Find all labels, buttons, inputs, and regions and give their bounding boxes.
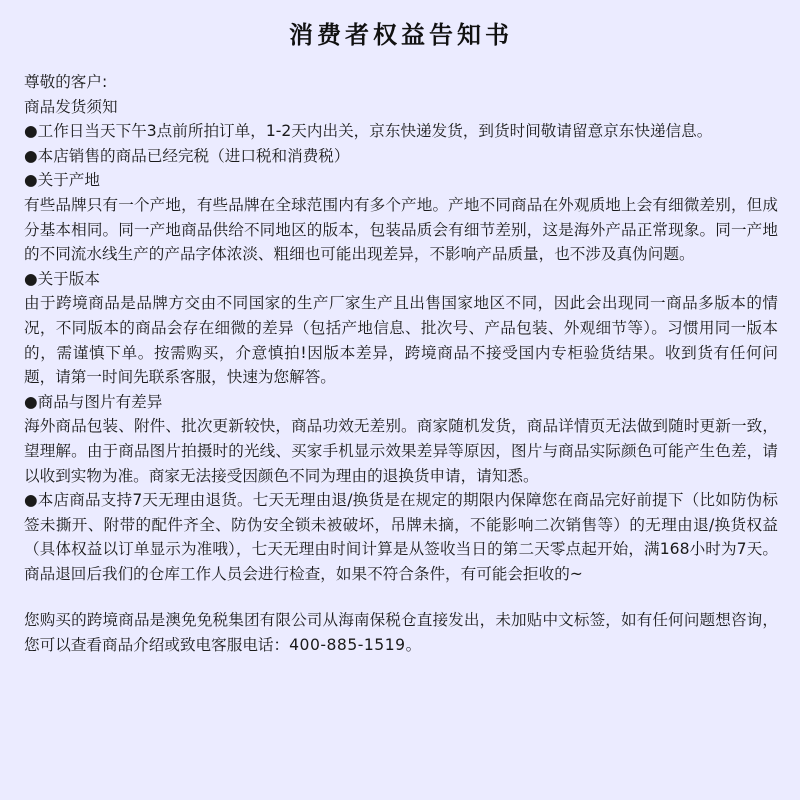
footer-text: 您购买的跨境商品是澳免免税集团有限公司从海南保税仓直接发出，未加贴中文标签，如有任何问题想咨询，您可以查看商品介绍或致电客服电话： xyxy=(24,611,778,655)
section-spacer xyxy=(24,586,778,608)
tax-note: ●本店销售的商品已经完税（进口税和消费税） xyxy=(24,146,350,165)
footer-notice xyxy=(24,608,778,657)
greeting: 尊敬的客户: xyxy=(24,73,108,91)
images-text: 海外商品包装、附件、批次更新较快，商品功效无差别。商家随机发货，商品详情页无法做到随时更新一致，望理解。由于商品图片拍摄时的光线、买家手机显示效果差异等原因，图片与商品实际颜色可能产生色差，请以收到实物为准。商家无法接受因颜色不同为理由的退换货申请，请知悉。 xyxy=(24,417,778,485)
images-heading: ●商品与图片有差异 xyxy=(24,392,163,411)
returns-text: ●本店商品支持7天无理由退货。七天无理由退/换货是在规定的期限内保障您在商品完好前提下（比如防伪标签未撕开、附带的配件齐全、防伪安全锁未被破坏，吊牌未摘，不能影响二次销售等）的无理由退/换货权益（具体权益以订单显示为准哦），七天无理由时间计算是从签收当日的第二天零点起开始，满168小时为7天。商品退回后我们的仓库工作人员会进行检查，如果不符合条件，有可能会拒收的~ xyxy=(24,491,778,583)
version-heading: ●关于版本 xyxy=(24,269,100,288)
page-title: 消费者权益告知书 xyxy=(289,21,513,49)
footer-end: 。 xyxy=(405,636,422,655)
customer-service-phone: 400-885-1519 xyxy=(289,636,406,655)
origin-text: 有些品牌只有一个产地，有些品牌在全球范围内有多个产地。产地不同商品在外观质地上会有细微差别，但成分基本相同。同一产地商品供给不同地区的版本，包装品质会有细节差别，这是海外产品正常现象。同一产地的不同流水线生产的产品字体浓淡、粗细也可能出现差异，不影响产品质量，也不涉及真伪问题。 xyxy=(24,195,778,264)
version-text: 由于跨境商品是品牌方交由不同国家的生产厂家生产且出售国家地区不同，因此会出现同一商品多版本的情况，不同版本的商品会存在细微的差异（包括产地信息、批次号、产品包装、外观细节等）。习惯用同一版本的，需谨慎下单。按需购买，介意慎拍!因版本差异，跨境商品不接受国内专柜验货结果。收到货有任何问题，请第一时间先联系客服，快速为您解答。 xyxy=(24,294,778,387)
shipping-heading: 商品发货须知 xyxy=(24,97,118,116)
notice-body xyxy=(24,70,778,658)
origin-heading: ●关于产地 xyxy=(24,171,100,190)
shipping-time-note: ●工作日当天下午3点前所拍订单，1-2天内出关，京东快递发货，到货时间敬请留意京东快递信息。 xyxy=(24,122,713,141)
